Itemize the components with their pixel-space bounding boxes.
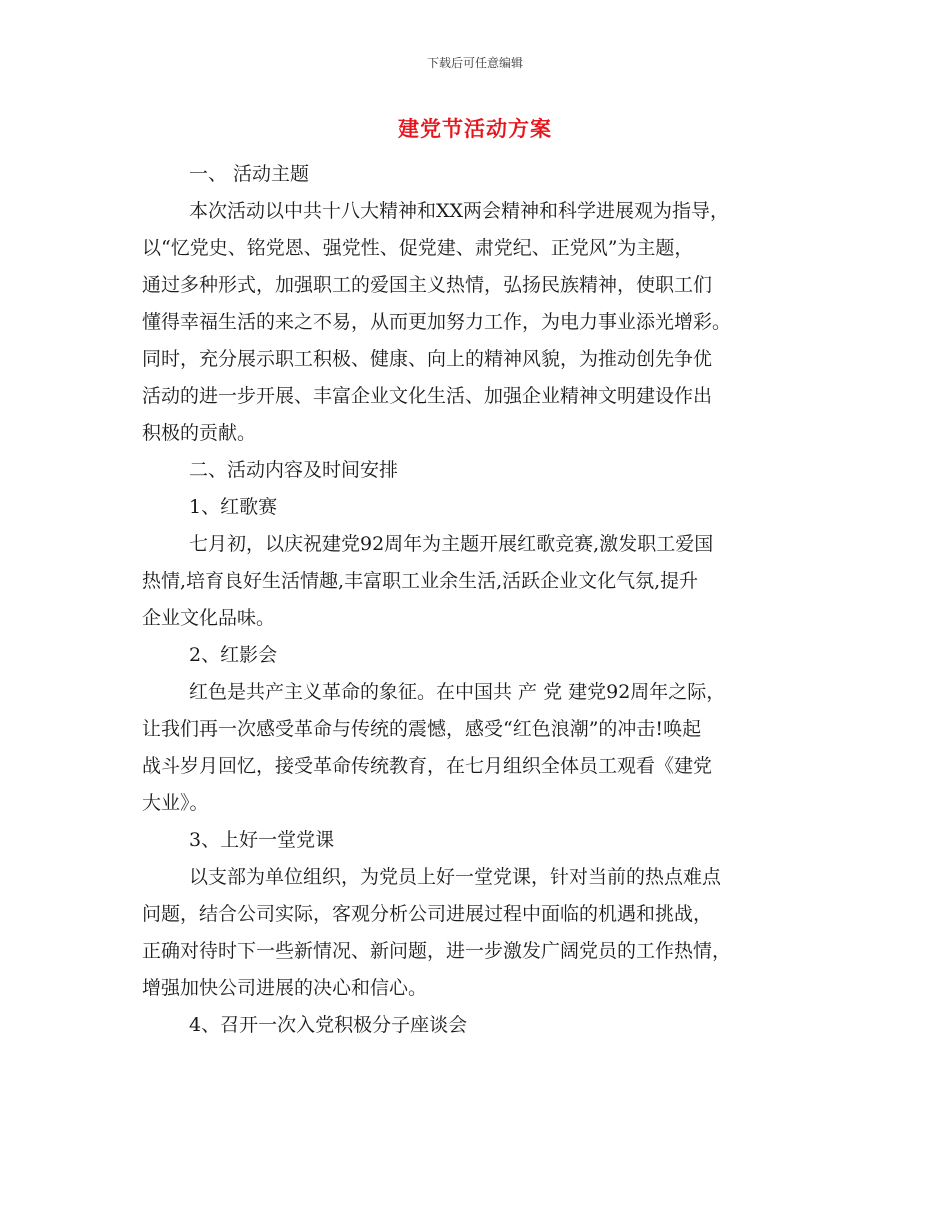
paragraph-line: 热情,培育良好生活情趣,丰富职工业余生活,活跃企业文化气氛,提升	[142, 570, 699, 592]
paragraph-line: 活动的进一步开展、丰富企业文化生活、加强企业精神文明建设作出	[142, 385, 713, 407]
page-header-note: 下载后可任意编辑	[426, 56, 523, 70]
subsection-heading: 4、召开一次入党积极分子座谈会	[189, 1014, 468, 1036]
paragraph-line: 问题，结合公司实际，客观分析公司进展过程中面临的机遇和挑战，	[142, 903, 713, 925]
section-heading: 一、 活动主题	[189, 163, 310, 185]
paragraph-line: 以“忆党史、铭党恩、强党性、促党建、肃党纪、正党风”为主题，	[142, 237, 694, 259]
subsection-heading: 3、上好一堂党课	[189, 829, 335, 851]
paragraph-line: 大业》。	[142, 792, 209, 814]
document-body	[142, 156, 810, 1044]
subsection-heading: 2、红影会	[189, 644, 278, 666]
paragraph-line: 企业文化品味。	[142, 607, 276, 629]
paragraph-line: 懂得幸福生活的来之不易，从而更加努力工作，为电力事业添光增彩。	[142, 311, 732, 333]
paragraph-line: 同时，充分展示职工积极、健康、向上的精神风貌，为推动创先争优	[142, 348, 713, 370]
paragraph-line: 以支部为单位组织，为党员上好一堂党课，针对当前的热点难点	[189, 866, 722, 888]
paragraph-line: 七月初，以庆祝建党92周年为主题开展红歌竞赛,激发职工爱国	[189, 533, 714, 555]
paragraph-line: 增强加快公司进展的决心和信心。	[142, 977, 428, 999]
section-heading: 二、活动内容及时间安排	[189, 459, 399, 481]
paragraph-line: 本次活动以中共十八大精神和XX两会精神和科学进展观为指导，	[189, 200, 730, 222]
paragraph-line: 正确对待时下一些新情况、新问题，进一步激发广阔党员的工作热情，	[142, 940, 732, 962]
paragraph-line: 战斗岁月回忆，接受革命传统教育，在七月组织全体员工观看《建党	[142, 755, 713, 777]
subsection-heading: 1、红歌赛	[189, 496, 278, 518]
paragraph-line: 红色是共产主义革命的象征。在中国共 产 党 建党92周年之际，	[189, 681, 726, 703]
paragraph-line: 让我们再一次感受革命与传统的震憾，感受“红色浪潮”的冲击!唤起	[142, 718, 702, 740]
document-title: 建党节活动方案	[398, 116, 552, 141]
paragraph-line: 积极的贡献。	[142, 422, 257, 444]
paragraph-line: 通过多种形式，加强职工的爱国主义热情，弘扬民族精神，使职工们	[142, 274, 713, 296]
